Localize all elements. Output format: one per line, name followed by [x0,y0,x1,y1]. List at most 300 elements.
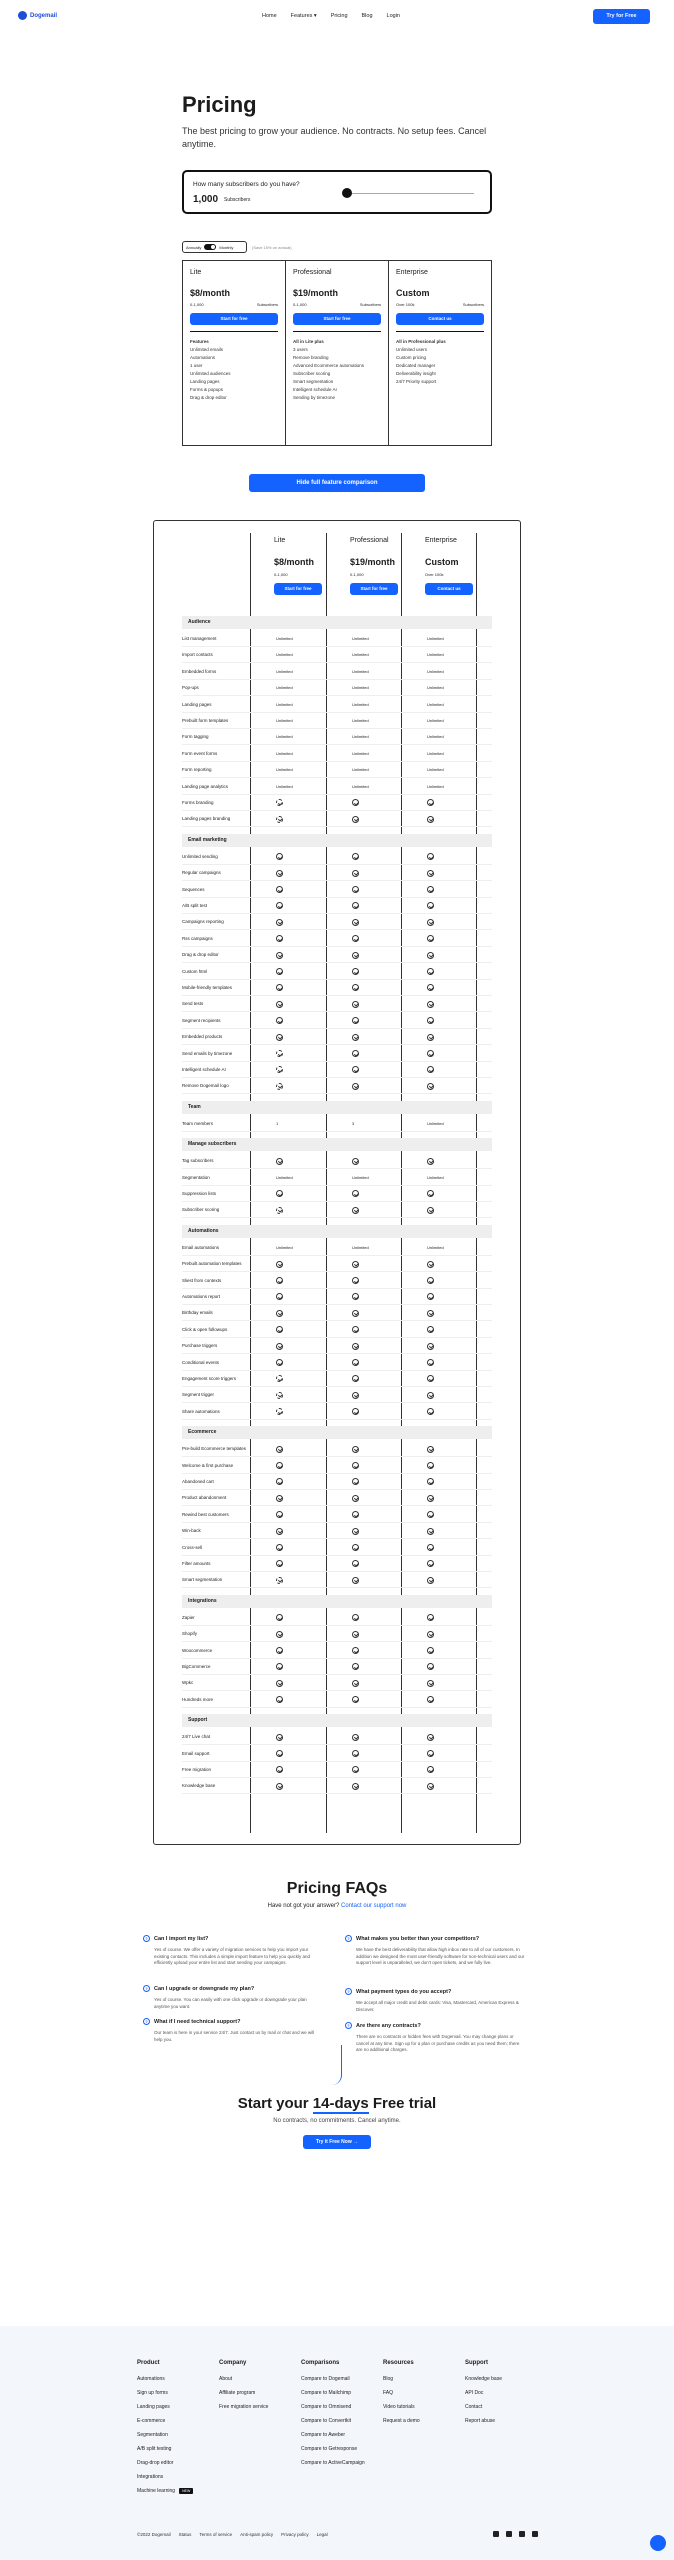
check-icon [427,1750,434,1757]
faq-question[interactable] [143,1935,323,1942]
feature-value [352,1490,412,1506]
feature-value [276,1490,336,1506]
feature-value [276,1404,336,1420]
footer-legal-link[interactable]: Terms of service [199,2532,233,2537]
footer-legal-link[interactable]: Privacy policy [281,2532,309,2537]
check-icon [427,1734,434,1741]
check-icon [427,1310,434,1317]
table-section-header: Integrations [182,1595,492,1608]
feature-value [427,1289,487,1305]
feature-name: BigCommerce [182,1664,211,1669]
try-free-button[interactable]: Try for Free [593,9,650,24]
feature-value [276,1387,336,1403]
feature-value: Unlimited [427,652,444,658]
table-section-header: Automations [182,1225,492,1238]
feature-value [352,1371,412,1387]
feature-value: Unlimited [276,701,293,707]
table-row [182,779,492,795]
nav-login[interactable]: Login [386,13,400,19]
plan-name: Enterprise [425,537,457,544]
nav-blog[interactable]: Blog [361,13,373,19]
feature-value [427,1078,487,1094]
faq-answer: We have the best deliverability that allow high inbox rate to all of our customers. In addition we designed the most user-friendly software for non-technical users and our support level is unparalleled, we don't open tickets, and we fully live. [356,1947,525,1965]
check-icon [352,935,359,942]
check-icon [352,1696,359,1703]
check-icon [427,1766,434,1773]
footer-legal-link[interactable]: Anti-spam policy [240,2532,274,2537]
nav-home[interactable]: Home [262,13,277,19]
feature-value [276,795,336,811]
footer-link[interactable]: Compare to Omnisend [301,2404,352,2410]
footer-link[interactable]: Integrations [137,2474,164,2480]
feature-value [352,1778,412,1794]
feature-name: Landing page analytics [182,783,229,789]
feature-value [276,1289,336,1305]
check-icon [352,1783,359,1790]
footer-column [301,2356,365,2470]
check-icon [276,952,283,959]
feature-item: Intelligent schedule AI [293,387,337,392]
check-icon [427,952,434,959]
feature-item: Unlimited emails [190,347,224,352]
feature-value [427,1153,487,1169]
feature-value: Unlimited [276,1174,293,1180]
faq-question[interactable] [143,2018,323,2025]
feature-value: Unlimited [427,1244,444,1250]
feature-value [352,1338,412,1354]
question-icon: ? [143,1985,150,1992]
plan-cta-button[interactable]: Contact us [396,313,484,325]
faq-answer: We accept all major credit and debit cards: Visa, Mastercard, American Express & Discover. [356,2000,519,2012]
feature-value [276,1507,336,1523]
feature-item: Dedicated manager [396,363,436,368]
feature-value [427,1371,487,1387]
feature-name: Segmentation [182,1174,210,1180]
feature-value [276,980,336,996]
check-icon [276,853,283,860]
try-free-now-button[interactable]: Try it Free Now → [303,2135,371,2149]
feature-name: Embedded forms [182,668,217,674]
check-icon [352,1577,359,1584]
footer-link[interactable]: Drag-drop editor [137,2460,174,2466]
check-icon [276,1158,283,1165]
contact-support-link[interactable]: Contact our support now [341,1903,407,1909]
logo[interactable]: Dogemail [18,11,57,20]
feature-value [276,1371,336,1387]
check-icon [352,1478,359,1485]
check-icon [276,1190,283,1197]
question-icon: ? [345,2022,352,2029]
check-icon [276,935,283,942]
feature-name: Birthday emails [182,1310,213,1316]
check-icon [276,1446,283,1453]
feature-value [427,1643,487,1659]
check-icon [427,984,434,991]
feature-name: Email automations [182,1244,220,1250]
arrow-icon [328,2045,342,2085]
feature-name: Rss campaigns [182,935,213,941]
feature-value [427,964,487,980]
table-row [182,849,492,865]
feature-name: Knowledge base [182,1783,216,1789]
footer-link[interactable]: Compare to Aweber [301,2432,346,2438]
facebook-icon[interactable] [493,2531,499,2537]
footer-column [383,2356,420,2428]
check-icon [352,1310,359,1317]
footer-legal-link[interactable]: Status [178,2532,192,2537]
feature-name: Hundreds more [182,1696,214,1702]
feature-value [276,1355,336,1371]
feature-value: Unlimited [276,652,293,658]
feature-value [276,1078,336,1094]
check-icon [276,1560,283,1567]
table-row [182,1474,492,1490]
feature-value [352,1729,412,1745]
footer-bottom-links [137,2532,328,2537]
check-icon [276,886,283,893]
faq-question-text: Can I upgrade or downgrade my plan? [154,1985,255,1992]
check-icon [427,1277,434,1284]
table-row [182,746,492,762]
check-icon [427,1446,434,1453]
check-icon [276,1343,283,1350]
feature-value: Unlimited [352,701,369,707]
feature-value [427,1474,487,1490]
check-icon [427,1066,434,1073]
table-row [182,1387,492,1403]
check-icon [427,1261,434,1268]
feature-value [352,1458,412,1474]
cross-icon [276,1207,283,1214]
footer-link[interactable]: API Doc [465,2390,484,2396]
feature-value [276,1659,336,1675]
subscriber-range: 0-1,000 [293,302,307,307]
feature-name: Send emails by timezone [182,1050,233,1056]
faq-question-text: Are there any contracts? [356,2022,421,2029]
table-row [182,631,492,647]
footer-link[interactable]: FAQ [383,2390,394,2396]
feature-value [352,1675,412,1691]
table-row [182,1062,492,1078]
subscriber-range: Over 100k [396,302,415,307]
feature-name: Pre-build Ecommerce templates [182,1446,247,1452]
check-icon [276,1001,283,1008]
question-icon: ? [143,2018,150,2025]
feature-value [276,1778,336,1794]
feature-name: Sequences [182,886,205,892]
footer-link[interactable]: Video tutorials [383,2404,415,2410]
check-icon [352,1495,359,1502]
check-icon [276,1261,283,1268]
feature-value [352,1186,412,1202]
feature-value [276,882,336,898]
check-icon [352,1083,359,1090]
billing-toggle[interactable] [182,241,247,253]
page-title: Pricing [182,92,257,117]
table-row [182,931,492,947]
footer-link[interactable]: Report abuse [465,2418,496,2424]
feature-name: Filter amounts [182,1561,211,1566]
youtube-icon[interactable] [519,2531,525,2537]
feature-value [427,849,487,865]
feature-value [276,996,336,1012]
trial-subtitle: No contracts, no commitments. Cancel anytime. [273,2118,401,2124]
check-icon [427,1647,434,1654]
plan-subscribers [293,302,381,307]
twitter-icon[interactable] [506,2531,512,2537]
plan-cta-button[interactable]: Start for free [274,583,322,595]
check-icon [276,1750,283,1757]
check-icon [352,1560,359,1567]
footer-link[interactable]: Machine learning NEW [137,2484,193,2498]
faq-question[interactable] [345,2022,525,2029]
check-icon [352,1408,359,1415]
feature-value [352,882,412,898]
check-icon [427,853,434,860]
feature-name: A/B split test [182,903,208,908]
footer-link[interactable]: About [219,2376,233,2382]
faq-answer: There are no contracts or hidden fees with Dogemail. You may change plans or cancel at any time. Sign up for a plan or purchase credits as you need them; there are no additional charges. [356,2034,520,2052]
feature-value [276,1305,336,1321]
table-row [182,1762,492,1778]
faq-answer: Our team is here in your service 24/7. Just contact us by mail or chat and we will help you. [154,2030,315,2042]
feature-value [276,1572,336,1588]
footer-link[interactable]: Compare to ActiveCampaign [301,2460,365,2466]
nav-pricing[interactable]: Pricing [330,13,348,19]
check-icon [352,902,359,909]
feature-name: Smart segmentation [182,1577,223,1583]
feature-name: Email support [182,1750,210,1756]
plan-cta-button[interactable]: Start for free [190,313,278,325]
feature-item: Remove branding [293,355,329,360]
subscriber-label: Subscribers [462,302,484,307]
feature-value [427,1186,487,1202]
hide-comparison-button[interactable]: Hide full feature comparison [249,474,425,492]
table-row [182,1153,492,1169]
footer-link[interactable]: Automations [137,2376,165,2382]
feature-name: Cross-sell [182,1544,203,1550]
slider-handle[interactable] [342,188,352,198]
feature-name: Woocommerce [182,1647,213,1653]
check-icon [427,1359,434,1366]
cross-icon [276,1083,283,1090]
feature-value: Unlimited [427,636,444,641]
feature-value [352,811,412,827]
check-icon [427,1478,434,1485]
check-icon [427,1462,434,1469]
feature-name: Win-back [182,1528,201,1534]
feature-name: Prebuilt automation templates [182,1261,242,1267]
check-icon [352,1663,359,1670]
check-icon [427,919,434,926]
feature-value: Unlimited [352,652,369,658]
feature-name: Landing pages [182,701,212,707]
feature-name: Send tests [182,1001,204,1007]
footer-link[interactable]: Knowledge base [465,2376,502,2382]
table-row [182,947,492,963]
chat-icon[interactable] [650,2535,666,2551]
table-row [182,1556,492,1572]
feature-value [276,1029,336,1045]
feature-value: Unlimited [276,783,293,789]
footer-link[interactable]: Blog [383,2376,394,2382]
footer-link[interactable]: E-commerce [137,2418,166,2424]
subscriber-range: 0-1,000 [274,572,288,577]
footer-link[interactable]: Landing pages [137,2404,170,2410]
plan-cta-button[interactable]: Start for free [350,583,398,595]
feature-value: Unlimited [427,734,444,740]
feature-value [276,1523,336,1539]
feature-value [352,1305,412,1321]
feature-value: Unlimited [352,767,369,773]
check-icon [427,1001,434,1008]
faq-item [345,1988,525,2013]
subscriber-selector [182,170,492,214]
top-nav [0,0,674,34]
feature-value [276,1692,336,1708]
feature-value: 3 [352,1120,355,1126]
check-icon [427,1343,434,1350]
feature-value: Unlimited [427,1174,444,1180]
feature-value [352,1626,412,1642]
plan-card [389,261,491,445]
plan-price: Custom [396,288,430,298]
check-icon [352,1375,359,1382]
check-icon [427,799,434,806]
feature-value [352,865,412,881]
feature-value [427,882,487,898]
check-icon [427,1293,434,1300]
feature-value [276,1046,336,1062]
nav-features[interactable]: Features ▾ [290,13,317,19]
feature-name: Shopify [182,1631,198,1637]
check-icon [427,1680,434,1687]
feature-value [427,1322,487,1338]
feature-value [352,1202,412,1218]
feature-value [276,1610,336,1626]
feature-name: Drag & drop editor [182,952,219,958]
check-icon [352,919,359,926]
feature-value [352,1762,412,1778]
feature-value [427,1305,487,1321]
feature-value [276,1556,336,1572]
check-icon [276,1462,283,1469]
feature-item: Sending by timezone [293,395,336,400]
check-icon [352,1462,359,1469]
subscriber-slider[interactable] [344,193,474,194]
feature-item: Unlimited audiences [190,371,231,376]
feature-value [352,1441,412,1457]
check-icon [276,1544,283,1551]
feature-value [427,1523,487,1539]
feature-list [396,338,484,386]
check-icon [276,968,283,975]
feature-value [352,931,412,947]
footer-link[interactable]: A/B split testing [137,2446,172,2452]
footer-link[interactable]: Free migration service [219,2404,269,2410]
feature-value [352,1289,412,1305]
plan-cta-button[interactable]: Contact us [425,583,473,595]
faq-question[interactable] [345,1935,525,1942]
divider [396,331,484,332]
check-icon [352,1528,359,1535]
footer-link[interactable]: Sign up forms [137,2390,168,2396]
feature-name: Team members [182,1120,214,1126]
feature-list-title: All in Professional plus [396,339,446,344]
faq-question[interactable] [345,1988,525,1995]
plan-name: Enterprise [396,269,428,276]
table-row [182,680,492,696]
footer-link[interactable]: Request a demo [383,2418,420,2424]
check-icon [352,1261,359,1268]
feature-item: Unlimited users [396,347,428,352]
table-row [182,1692,492,1708]
footer-link[interactable]: Segmentation [137,2432,168,2438]
table-plan-header [350,537,430,595]
subscriber-range: 0-1,000 [190,302,204,307]
feature-value [352,1643,412,1659]
feature-value [427,865,487,881]
footer-column-title: Resources [383,2360,414,2366]
feature-value [276,898,336,914]
plan-cards [182,260,492,446]
feature-value: Unlimited [352,685,369,691]
feature-value [276,931,336,947]
feature-value [352,1355,412,1371]
feature-value: Unlimited [276,668,293,674]
cross-icon [276,816,283,823]
plan-cta-button[interactable]: Start for free [293,313,381,325]
footer-legal-link[interactable]: Legal [316,2532,328,2537]
check-icon [276,1359,283,1366]
feature-value: Unlimited [427,685,444,691]
footer-link[interactable]: Compare to Convertkit [301,2418,352,2424]
footer-column [465,2356,502,2428]
feature-value [427,1778,487,1794]
table-row [182,1540,492,1556]
check-icon [276,984,283,991]
footer-link[interactable]: Affiliate program [219,2390,256,2396]
feature-item: Custom pricing [396,355,427,360]
footer-link[interactable]: Contact [465,2404,483,2410]
feature-value [352,980,412,996]
faq-question[interactable] [143,1985,323,1992]
check-icon [352,1034,359,1041]
footer-column-title: Comparisons [301,2360,340,2366]
faq-question-text: What payment types do you accept? [356,1988,452,1995]
copyright: ©2022 Dogemail [137,2532,171,2537]
footer-link[interactable]: Compare to Getresponse [301,2446,358,2452]
table-row [182,1458,492,1474]
footer-link[interactable]: Compare to Mailchimp [301,2390,352,2396]
feature-value: Unlimited [427,701,444,707]
feature-value [276,914,336,930]
footer-link[interactable]: Compare to Dogemail [301,2376,350,2382]
feature-value [352,1659,412,1675]
feature-name: Sliest from contexts [182,1277,222,1283]
linkedin-icon[interactable] [532,2531,538,2537]
check-icon [352,1050,359,1057]
toggle-switch[interactable] [204,244,216,250]
feature-value [352,947,412,963]
table-row [182,1572,492,1588]
feature-name: Share automations [182,1408,220,1414]
feature-name: Form event forms [182,750,218,756]
check-icon [427,968,434,975]
feature-value [427,1404,487,1420]
feature-list-title: All in Lite plus [293,339,324,344]
feature-value [276,1540,336,1556]
